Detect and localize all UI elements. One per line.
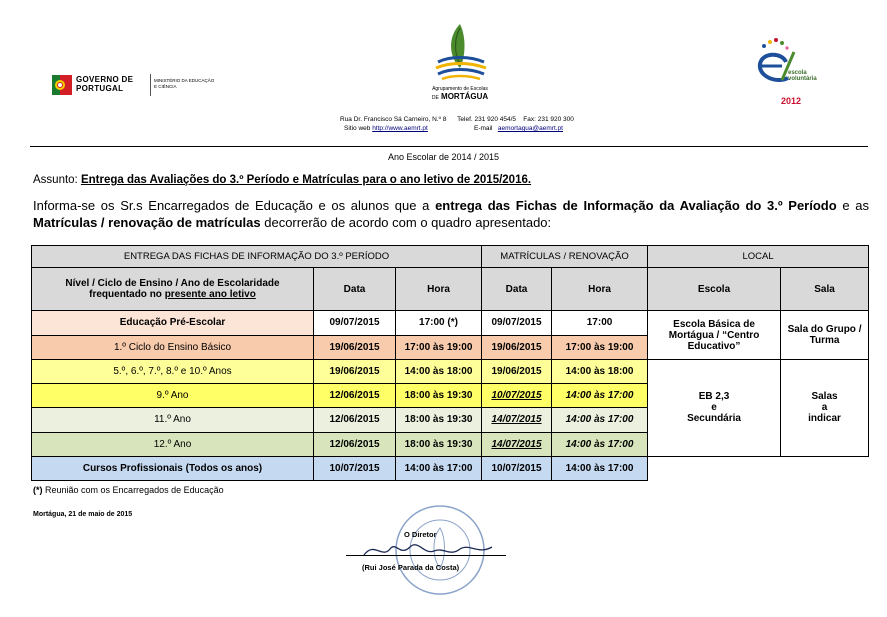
government-logo (52, 74, 215, 98)
subject-line (33, 174, 531, 186)
row-hora2: 14:00 às 18:00 (552, 359, 648, 383)
row-hora1: 18:00 às 19:30 (396, 432, 482, 456)
row-data2: 10/07/2015 (482, 384, 552, 408)
gov-ministry-line2: E CIÊNCIA (154, 84, 177, 89)
ev-label (788, 70, 817, 82)
row-nivel: 9.º Ano (32, 384, 314, 408)
local-a-escola-line3: Educativo” (687, 340, 741, 352)
row-nivel: 1.º Ciclo do Ensino Básico (32, 335, 314, 359)
row-nivel: 11.º Ano (32, 408, 314, 432)
email-label: E-mail (474, 125, 493, 132)
gov-title-line1: GOVERNO DE (76, 75, 134, 84)
header-escola: Escola (648, 268, 781, 311)
row-data2: 19/06/2015 (482, 359, 552, 383)
table-row (32, 311, 869, 335)
school-email-line (474, 125, 563, 133)
volunteer-e-icon (752, 36, 800, 92)
notice-part3: decorrerão de acordo com o quadro apresentado: (264, 215, 552, 230)
school-line1: Agrupamento de Escolas (432, 86, 488, 92)
row-data1: 12/06/2015 (314, 432, 396, 456)
row-data1: 10/07/2015 (314, 456, 396, 480)
header-sala: Sala (781, 268, 869, 311)
director-title: O Diretor (404, 530, 437, 539)
signature-icon (360, 535, 500, 563)
row-nivel: 12.º Ano (32, 432, 314, 456)
ev-label-line1: escola (788, 70, 807, 76)
row-hora2: 14:00 às 17:00 (552, 408, 648, 432)
row-hora1: 17:00 às 19:00 (396, 335, 482, 359)
footnote-text: Reunião com os Encarregados de Educação (45, 485, 224, 495)
local-b-escola-line3: Secundária (687, 413, 741, 425)
local-b-sala-line1: Salas (811, 391, 838, 403)
subject-label: Assunto: (33, 174, 78, 186)
row-hora2: 17:00 às 19:00 (552, 335, 648, 359)
notice-bold1: entrega das Fichas de Informação da Avaliação do 3.º Período (435, 198, 837, 213)
row-hora1: 14:00 às 18:00 (396, 359, 482, 383)
header-nivel (32, 268, 314, 311)
header-entrega: ENTREGA DAS FICHAS DE INFORMAÇÃO DO 3.º PERÍODO (32, 246, 482, 268)
director-name: (Rui José Parada da Costa) (362, 563, 460, 572)
local-a-escola (648, 311, 781, 359)
site-label: Sitio web (344, 125, 371, 132)
header-divider (30, 146, 868, 147)
local-b-sala-line3: indicar (808, 413, 841, 425)
gov-divider (150, 74, 151, 96)
notice-paragraph (33, 197, 869, 231)
subject-text: Entrega das Avaliações do 3.º Período e Matrículas para o ano letivo de 2015/2016. (80, 174, 532, 186)
ev-year: 2012 (781, 96, 802, 106)
website-link[interactable]: http://www.aemrt.pt (372, 125, 428, 132)
header-nivel-line1: Nível / Ciclo de Ensino / Ano de Escolaridade (65, 278, 280, 290)
row-data1: 12/06/2015 (314, 384, 396, 408)
local-a-escola-line1: Escola Básica de (673, 318, 755, 330)
row-data1: 19/06/2015 (314, 359, 396, 383)
notice-part2: e as (842, 198, 869, 213)
header-matriculas: MATRÍCULAS / RENOVAÇÃO (482, 246, 648, 268)
gov-ministry (154, 78, 224, 90)
school-year: Ano Escolar de 2014 / 2015 (387, 152, 500, 162)
notice-bold2: Matrículas / renovação de matrículas (33, 215, 261, 230)
school-address-line (340, 116, 574, 124)
school-name-text: MORTÁGUA (441, 92, 489, 101)
row-hora2: 14:00 às 17:00 (552, 384, 648, 408)
footnote-mark: (*) (33, 485, 43, 495)
telephone: Telef. 231 920 454/5 (457, 116, 517, 123)
header-local: LOCAL (648, 246, 869, 268)
local-a-escola-line2: Mortágua / “Centro (668, 329, 760, 341)
row-data2: 09/07/2015 (482, 311, 552, 335)
school-leaf-icon (430, 22, 490, 84)
local-b-escola-line1: EB 2,3 (698, 391, 730, 403)
row-data1: 09/07/2015 (314, 311, 396, 335)
row-hora2: 14:00 às 17:00 (552, 456, 648, 480)
local-a-sala-line1: Sala do Grupo / (787, 324, 862, 336)
signature-line (346, 555, 506, 556)
row-data1: 12/06/2015 (314, 408, 396, 432)
row-data2: 19/06/2015 (482, 335, 552, 359)
table-row (32, 456, 869, 480)
portugal-flag-icon (52, 75, 72, 95)
header-hora1: Hora (396, 268, 482, 311)
header-nivel-line2a: frequentado no (89, 289, 162, 301)
row-hora1: 17:00 (*) (396, 311, 482, 335)
header-nivel-line2b: presente ano letivo (164, 289, 256, 301)
notice-part1: Informa-se os Sr.s Encarregados de Educação e os alunos que a (33, 198, 430, 213)
row-hora2: 17:00 (552, 311, 648, 335)
gov-title-line2: PORTUGAL (76, 84, 124, 93)
ev-label-line2: voluntária (788, 76, 817, 82)
row-nivel: Cursos Profissionais (Todos os anos) (32, 456, 314, 480)
row-data2: 14/07/2015 (482, 408, 552, 432)
gov-ministry-line1: MINISTÉRIO DA EDUCAÇÃO (154, 78, 215, 83)
footnote (33, 485, 224, 495)
school-contact-line (344, 125, 428, 133)
header-nivel-line2 (34, 289, 311, 300)
header-data1: Data (314, 268, 396, 311)
escola-voluntaria-logo (752, 36, 822, 108)
school-logo (415, 22, 505, 117)
column-header-row (32, 268, 869, 311)
gov-title (76, 75, 133, 93)
fax: Fax: 231 920 300 (523, 116, 574, 123)
email-link[interactable]: aemortagua@aemrt.pt (497, 125, 563, 132)
local-b-escola-line2: e (711, 402, 717, 414)
row-data2: 10/07/2015 (482, 456, 552, 480)
local-a-sala (781, 311, 869, 359)
row-hora1: 18:00 às 19:30 (396, 384, 482, 408)
row-nivel: 5.º, 6.º, 7.º, 8.º e 10.º Anos (32, 359, 314, 383)
schedule-table (31, 245, 869, 481)
group-header-row (32, 246, 869, 268)
row-data1: 19/06/2015 (314, 335, 396, 359)
local-a-sala-line2: Turma (809, 335, 840, 347)
local-b-sala-line2: a (821, 402, 828, 414)
header-data2: Data (482, 268, 552, 311)
row-data2: 14/07/2015 (482, 432, 552, 456)
row-nivel: Educação Pré-Escolar (32, 311, 314, 335)
local-b-escola (648, 359, 781, 456)
header-hora2: Hora (552, 268, 648, 311)
row-hora2: 14:00 às 17:00 (552, 432, 648, 456)
row-hora1: 14:00 às 17:00 (396, 456, 482, 480)
school-name (415, 92, 505, 103)
local-b-sala (781, 359, 869, 456)
row-hora1: 18:00 às 19:30 (396, 408, 482, 432)
address: Rua Dr. Francisco Sá Carneiro, N.º 8 (340, 116, 447, 123)
date-line: Mortágua, 21 de maio de 2015 (33, 511, 133, 518)
school-de: DE (431, 95, 439, 101)
table-row (32, 359, 869, 383)
